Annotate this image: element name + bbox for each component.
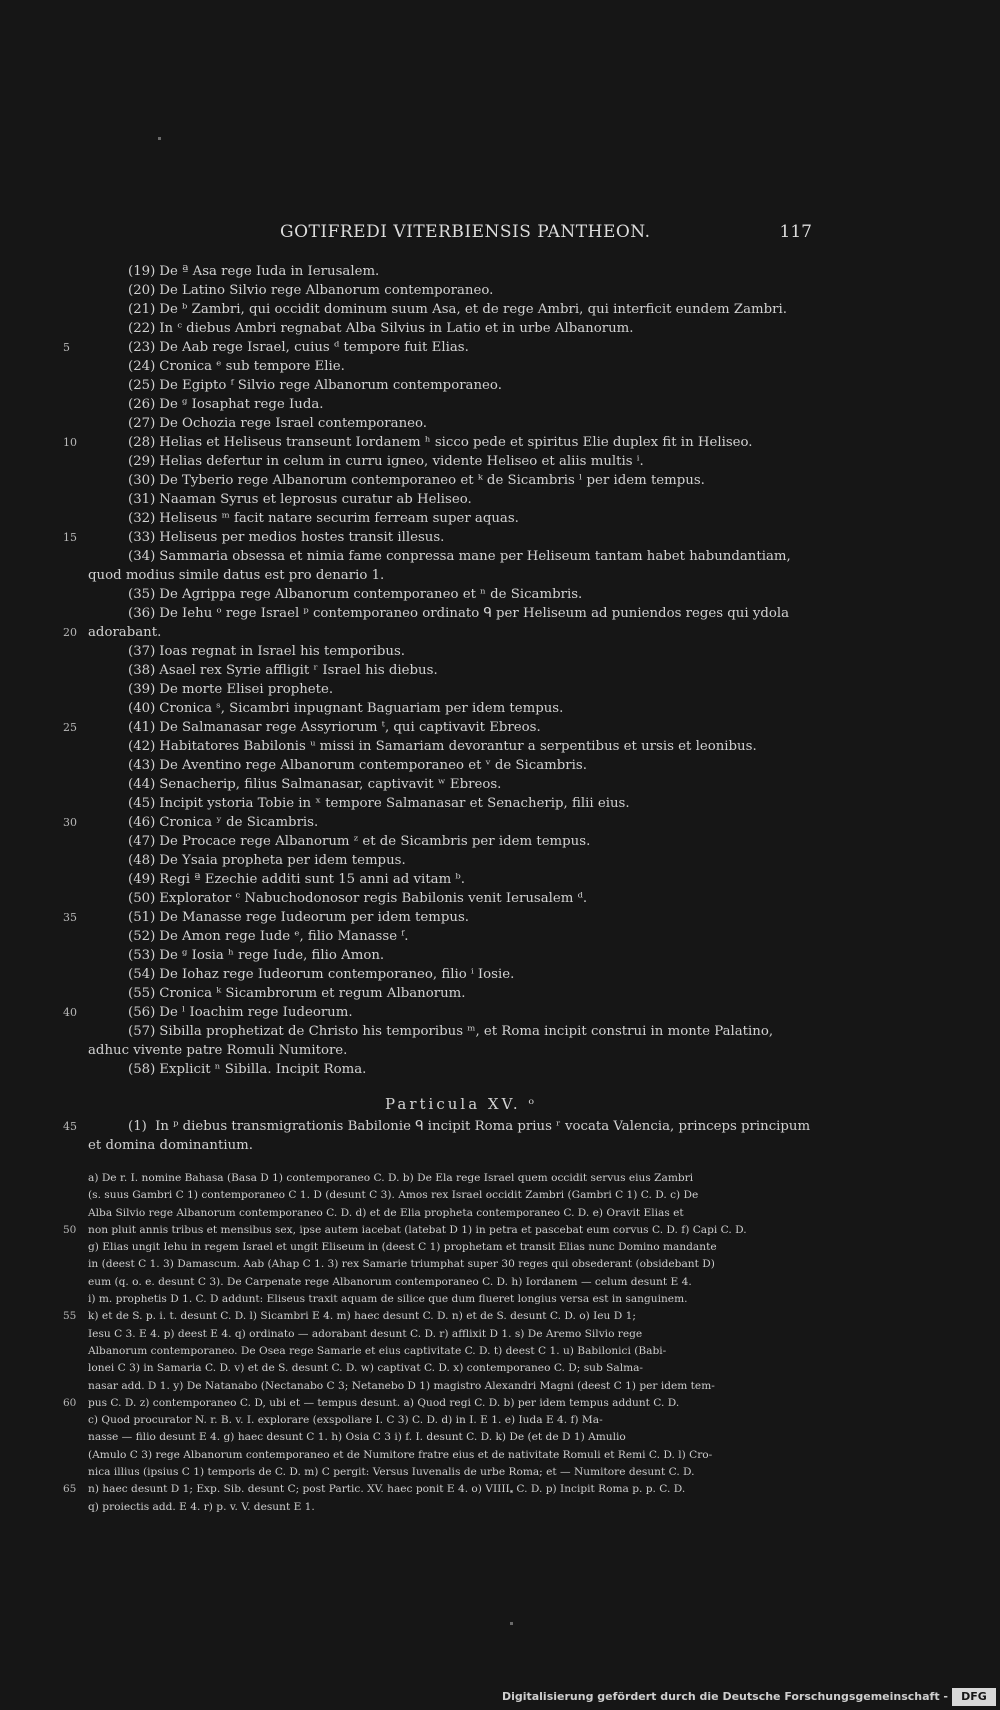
- footnote-text: (Amulo C 3) rege Albanorum contemporaneo et de Numitore fratre eius et de nativitate Romuli et Remi C. D. l) Cro-: [88, 1448, 713, 1461]
- list-item: [88, 832, 818, 851]
- entry-text: De ᵇ Zambri, qui occidit dominum suum Asa, et de rege Ambri, qui interficit eundem Zambri.: [159, 302, 788, 317]
- line-number: 25: [63, 721, 77, 734]
- entry-text: Sibilla prophetizat de Christo his temporibus ᵐ, et Roma incipit construi in monte Palatino,: [159, 1024, 774, 1039]
- entry-number: (40): [128, 701, 156, 716]
- funding-notice: Digitalisierung gefördert durch die Deutsche Forschungsgemeinschaft -: [501, 1690, 948, 1703]
- entry-text: De ˡ Ioachim rege Iudeorum.: [159, 1005, 353, 1020]
- entry-text: De Aab rege Israel, cuius ᵈ tempore fuit Elias.: [159, 340, 469, 355]
- entry-text: Heliseus per medios hostes transit illesus.: [159, 530, 445, 545]
- list-item: [63, 528, 818, 547]
- entry-number: (23): [128, 340, 156, 355]
- footnote-line: [88, 1239, 812, 1256]
- footnote-text: (s. suus Gambri C 1) contemporaneo C 1. D (desunt C 3). Amos rex Israel occidit Zambri (Gambri C 1) C. D. c) De: [88, 1189, 699, 1202]
- entry-number: (38): [128, 663, 156, 678]
- page-number: 117: [779, 222, 812, 242]
- list-item: [88, 794, 818, 813]
- page-header: [280, 222, 812, 244]
- entry-continuation: [63, 623, 818, 642]
- entry-number: (43): [128, 758, 156, 773]
- footnote-text: nasse — filio desunt E 4. g) haec desunt C 1. h) Osia C 3 i) f. I. desunt C. D. k) De (et de D 1) Amulio: [88, 1431, 626, 1444]
- entry-number: (27): [128, 416, 156, 431]
- entry-number: (22): [128, 321, 156, 336]
- entry-number: (29): [128, 454, 156, 469]
- footnote-text: i) m. prophetis D 1. C. D addunt: Eliseus traxit aquam de silice que dum flueret longius versa est in sanguinem.: [88, 1293, 688, 1306]
- entry-number: (47): [128, 834, 156, 849]
- entry-text: Ioas regnat in Israel his temporibus.: [159, 644, 406, 659]
- entry-continuation-text: et domina dominantium.: [88, 1138, 253, 1153]
- line-number: 35: [63, 911, 77, 924]
- entry-number: (50): [128, 891, 156, 906]
- line-number: 60: [63, 1396, 77, 1409]
- entry-number: (42): [128, 739, 156, 754]
- footnote-text: a) De r. I. nomine Bahasa (Basa D 1) contemporaneo C. D. b) De Ela rege Israel quem occidit servus eius Zambri: [88, 1172, 694, 1184]
- footnote-text: g) Elias ungit Iehu in regem Israel et ungit Eliseum in (deest C 1) prophetam et transit Elias nunc Domino mandante: [88, 1241, 717, 1254]
- entry-text: Explicit ⁿ Sibilla. Incipit Roma.: [159, 1062, 367, 1077]
- entry-continuation-text: adorabant.: [88, 625, 162, 640]
- entry-text: De Salmanasar rege Assyriorum ᵗ, qui captivavit Ebreos.: [159, 720, 541, 735]
- list-item: [88, 1060, 818, 1079]
- entry-number: (54): [128, 967, 156, 982]
- entry-text: Cronica ʸ de Sicambris.: [159, 815, 319, 830]
- footnote-text: nasar add. D 1. y) De Natanabo (Nectanabo C 3; Netanebo D 1) magistro Alexandri Magni (deest C 1) per idem tem-: [88, 1379, 715, 1392]
- entry-number: (31): [128, 492, 156, 507]
- footnote-line: [88, 1378, 812, 1395]
- entry-number: (44): [128, 777, 156, 792]
- footnote-line: [88, 1464, 812, 1481]
- footnote-text: eum (q. o. e. desunt C 3). De Carpenate rege Albanorum contemporaneo C. D. h) Iordanem — celum desunt E 4.: [88, 1275, 692, 1288]
- footnote-text: pus C. D. z) contemporaneo C. D, ubi et — tempus desunt. a) Quod regi C. D. b) per idem tempus addunt C. D.: [88, 1396, 680, 1409]
- entry-number: (26): [128, 397, 156, 412]
- running-title: GOTIFREDI VITERBIENSIS PANTHEON.: [280, 222, 651, 242]
- entry-text: De ª Asa rege Iuda in Ierusalem.: [159, 264, 380, 279]
- footnote-text: non pluit annis tribus et mensibus sex, ipse autem iacebat (latebat D 1) in petra et pascebat eum corvus C. D. f) Capi C. D.: [88, 1223, 747, 1236]
- list-item: [88, 585, 818, 604]
- line-number: 45: [63, 1120, 77, 1133]
- entry-continuation: [88, 566, 818, 585]
- entry-text: Senacherip, filius Salmanasar, captivavit ʷ Ebreos.: [159, 777, 502, 792]
- list-item: [88, 414, 818, 433]
- entry-number: (39): [128, 682, 156, 697]
- list-item: [88, 1022, 818, 1041]
- footnote-text: k) et de S. p. i. t. desunt C. D. l) Sicambri E 4. m) haec desunt C. D. n) et de S. desunt C. D. o) Ieu D 1;: [88, 1310, 636, 1323]
- footnote-text: lonei C 3) in Samaria C. D. v) et de S. desunt C. D. w) captivat C. D. x) contemporaneo C. D; sub Salma-: [88, 1362, 644, 1375]
- entry-text: Cronica ᵉ sub tempore Elie.: [159, 359, 345, 374]
- chapter-list: [63, 262, 818, 1079]
- list-item: [63, 338, 818, 357]
- footer-bar: [0, 1684, 1000, 1710]
- entry-number: (51): [128, 910, 156, 925]
- footnote-text: Iesu C 3. E 4. p) deest E 4. q) ordinato — adorabant desunt C. D. r) afflixit D 1. s) De Aremo Silvio rege: [88, 1327, 643, 1340]
- entry-number: (33): [128, 530, 156, 545]
- footnote-line: [88, 1274, 812, 1291]
- entry-number: (32): [128, 511, 156, 526]
- entry-number: (49): [128, 872, 156, 887]
- list-item: [88, 490, 818, 509]
- entry-text: Asael rex Syrie affligit ʳ Israel his diebus.: [159, 663, 438, 678]
- entry-text: Regi ª Ezechie additi sunt 15 anni ad vitam ᵇ.: [159, 872, 465, 887]
- entry-text: Explorator ᶜ Nabuchodonosor regis Babilonis venit Ierusalem ᵈ.: [159, 891, 588, 906]
- list-item: [88, 756, 818, 775]
- line-number: 5: [63, 341, 70, 354]
- entry-continuation: [88, 1041, 818, 1060]
- footnote-line: [63, 1308, 812, 1325]
- footnote-text: n) haec desunt D 1; Exp. Sib. desunt C; post Partic. XV. haec ponit E 4. o) VIIII. C. D. p) Incipit Roma p. p. C. D.: [88, 1483, 686, 1496]
- footnote-line: [88, 1412, 812, 1429]
- list-item: [88, 300, 818, 319]
- entry-text: De Latino Silvio rege Albanorum contemporaneo.: [159, 283, 494, 298]
- entry-text: Helias et Heliseus transeunt Iordanem ʰ sicco pede et spiritus Elie duplex fit in Heliseo.: [159, 435, 753, 450]
- list-item: [88, 547, 818, 566]
- line-number: 20: [63, 626, 77, 639]
- entry-text: De Tyberio rege Albanorum contemporaneo et ᵏ de Sicambris ˡ per idem tempus.: [159, 473, 705, 488]
- list-item: [88, 509, 818, 528]
- entry-number: (20): [128, 283, 156, 298]
- footnote-line: [88, 1170, 812, 1187]
- footnote-line: [88, 1326, 812, 1343]
- entry-text: De morte Elisei prophete.: [159, 682, 334, 697]
- entry-number: (52): [128, 929, 156, 944]
- footnote-text: q) proiectis add. E 4. r) p. v. V. desunt E 1.: [88, 1500, 315, 1513]
- footnote-text: nica illius (ipsius C 1) temporis de C. D. m) C pergit: Versus Iuvenalis de urbe Roma; et — Numitore desunt C. D.: [88, 1466, 695, 1479]
- entry-number: (45): [128, 796, 156, 811]
- entry-number: (28): [128, 435, 156, 450]
- entry-text: Incipit ystoria Tobie in ˣ tempore Salmanasar et Senacherip, filii eius.: [159, 796, 630, 811]
- scan-speck: [510, 1622, 513, 1625]
- line-number: 30: [63, 816, 77, 829]
- footnote-line: [88, 1360, 812, 1377]
- footnote-text: Alba Silvio rege Albanorum contemporaneo C. D. d) et de Elia propheta contemporaneo C. D. e) Oravit Elias et: [88, 1206, 684, 1219]
- footnote-text: c) Quod procurator N. r. B. v. I. explorare (exspoliare I. C 3) C. D. d) in I. E 1. e) Iuda E 4. f) Ma-: [88, 1414, 603, 1427]
- entry-number: (1): [128, 1119, 147, 1134]
- list-item: [88, 737, 818, 756]
- entry-number: (48): [128, 853, 156, 868]
- entry-number: (46): [128, 815, 156, 830]
- footnote-line: [88, 1256, 812, 1273]
- entry-number: (41): [128, 720, 156, 735]
- first-entry: [63, 1117, 818, 1155]
- footnote-line: [63, 1481, 812, 1498]
- entry-number: (30): [128, 473, 156, 488]
- entry-text: De Manasse rege Iudeorum per idem tempus.: [159, 910, 470, 925]
- footnote-line: [88, 1205, 812, 1222]
- list-item: [88, 262, 818, 281]
- footnote-line: [88, 1429, 812, 1446]
- entry-number: (35): [128, 587, 156, 602]
- entry-number: (37): [128, 644, 156, 659]
- entry-number: (36): [128, 606, 156, 621]
- entry-number: (19): [128, 264, 156, 279]
- footnote-text: Albanorum contemporaneo. De Osea rege Samarie et eius captivitate C. D. t) deest C 1. u) Babilonici (Babi-: [88, 1344, 667, 1357]
- entry-text: In ᶜ diebus Ambri regnabat Alba Silvius in Latio et in urbe Albanorum.: [159, 321, 634, 336]
- section-title: Particula XV. ᵒ: [385, 1095, 538, 1113]
- list-item: [88, 889, 818, 908]
- entry-text: Helias defertur in celum in curru igneo, vidente Heliseo et aliis multis ⁱ.: [159, 454, 644, 469]
- entry-text: De Agrippa rege Albanorum contemporaneo et ⁿ de Sicambris.: [159, 587, 583, 602]
- list-item: [88, 927, 818, 946]
- entry-number: (25): [128, 378, 156, 393]
- list-item: [88, 775, 818, 794]
- line-number: 55: [63, 1310, 77, 1323]
- list-item: [88, 870, 818, 889]
- entry-number: (57): [128, 1024, 156, 1039]
- entry-text: In ᵖ diebus transmigrationis Babilonie ᑫ incipit Roma prius ʳ vocata Valencia, princeps principum: [155, 1119, 811, 1134]
- footnote-line: [88, 1343, 812, 1360]
- list-item: [88, 851, 818, 870]
- list-item: [88, 680, 818, 699]
- footnotes: [63, 1170, 812, 1516]
- footnote-line: [63, 1395, 812, 1412]
- list-item: [63, 718, 818, 737]
- list-item: [88, 984, 818, 1003]
- entry-number: (34): [128, 549, 156, 564]
- line-number: 65: [63, 1483, 77, 1496]
- entry-number: (53): [128, 948, 156, 963]
- line-number: 10: [63, 436, 77, 449]
- entry-text: De ᵍ Iosaphat rege Iuda.: [159, 397, 324, 412]
- entry-text: De Ochozia rege Israel contemporaneo.: [159, 416, 427, 431]
- entry-text: De Iehu ᵒ rege Israel ᵖ contemporaneo ordinato ᑫ per Heliseum ad puniendos reges qui ydola: [159, 606, 790, 621]
- entry-text: De Egipto ᶠ Silvio rege Albanorum contemporaneo.: [159, 378, 502, 393]
- footnote-line: [88, 1499, 812, 1516]
- list-item: [63, 908, 818, 927]
- list-item: [88, 946, 818, 965]
- entry-text: De Procace rege Albanorum ᶻ et de Sicambris per idem tempus.: [159, 834, 591, 849]
- scan-speck: [158, 137, 161, 140]
- list-item: [88, 357, 818, 376]
- list-item: [88, 604, 818, 623]
- list-item: [63, 1117, 818, 1136]
- entry-number: (21): [128, 302, 156, 317]
- list-item: [88, 376, 818, 395]
- list-item: [63, 433, 818, 452]
- list-item: [88, 281, 818, 300]
- entry-text: Sammaria obsessa et nimia fame conpressa mane per Heliseum tantam habet habundantiam,: [159, 549, 791, 564]
- footnote-line: [88, 1447, 812, 1464]
- footnote-line: [88, 1187, 812, 1204]
- line-number: 15: [63, 531, 77, 544]
- entry-text: De Iohaz rege Iudeorum contemporaneo, filio ⁱ Iosie.: [159, 967, 515, 982]
- entry-text: Cronica ˢ, Sicambri inpugnant Baguariam per idem tempus.: [159, 701, 564, 716]
- entry-text: Naaman Syrus et leprosus curatur ab Heliseo.: [159, 492, 472, 507]
- entry-text: De ᵍ Iosia ʰ rege Iude, filio Amon.: [159, 948, 385, 963]
- list-item: [63, 813, 818, 832]
- list-item: [88, 642, 818, 661]
- footnote-line: [63, 1222, 812, 1239]
- entry-text: Habitatores Babilonis ᵘ missi in Samariam devorantur a serpentibus et ursis et leonibus.: [159, 739, 757, 754]
- entry-text: De Ysaia propheta per idem tempus.: [159, 853, 406, 868]
- entry-number: (55): [128, 986, 156, 1001]
- list-item: [88, 699, 818, 718]
- list-item: [88, 471, 818, 490]
- list-item: [88, 661, 818, 680]
- entry-continuation-text: adhuc vivente patre Romuli Numitore.: [88, 1043, 348, 1058]
- entry-continuation: [88, 1136, 818, 1155]
- list-item: [63, 1003, 818, 1022]
- entry-text: Cronica ᵏ Sicambrorum et regum Albanorum.: [159, 986, 466, 1001]
- dfg-logo: DFG: [952, 1688, 996, 1706]
- entry-text: De Amon rege Iude ᵉ, filio Manasse ᶠ.: [159, 929, 409, 944]
- list-item: [88, 452, 818, 471]
- entry-number: (56): [128, 1005, 156, 1020]
- entry-continuation-text: quod modius simile datus est pro denario 1.: [88, 568, 385, 583]
- entry-text: Heliseus ᵐ facit natare securim ferream super aquas.: [159, 511, 519, 526]
- entry-number: (24): [128, 359, 156, 374]
- list-item: [88, 319, 818, 338]
- entry-number: (58): [128, 1062, 156, 1077]
- entry-text: De Aventino rege Albanorum contemporaneo et ᵛ de Sicambris.: [159, 758, 587, 773]
- list-item: [88, 395, 818, 414]
- footnote-text: in (deest C 1. 3) Damascum. Aab (Ahap C 1. 3) rex Samarie triumphat super 30 reges qui obsederant (obsidebant D): [88, 1258, 715, 1271]
- line-number: 50: [63, 1223, 77, 1236]
- line-number: 40: [63, 1006, 77, 1019]
- footnote-line: [88, 1291, 812, 1308]
- list-item: [88, 965, 818, 984]
